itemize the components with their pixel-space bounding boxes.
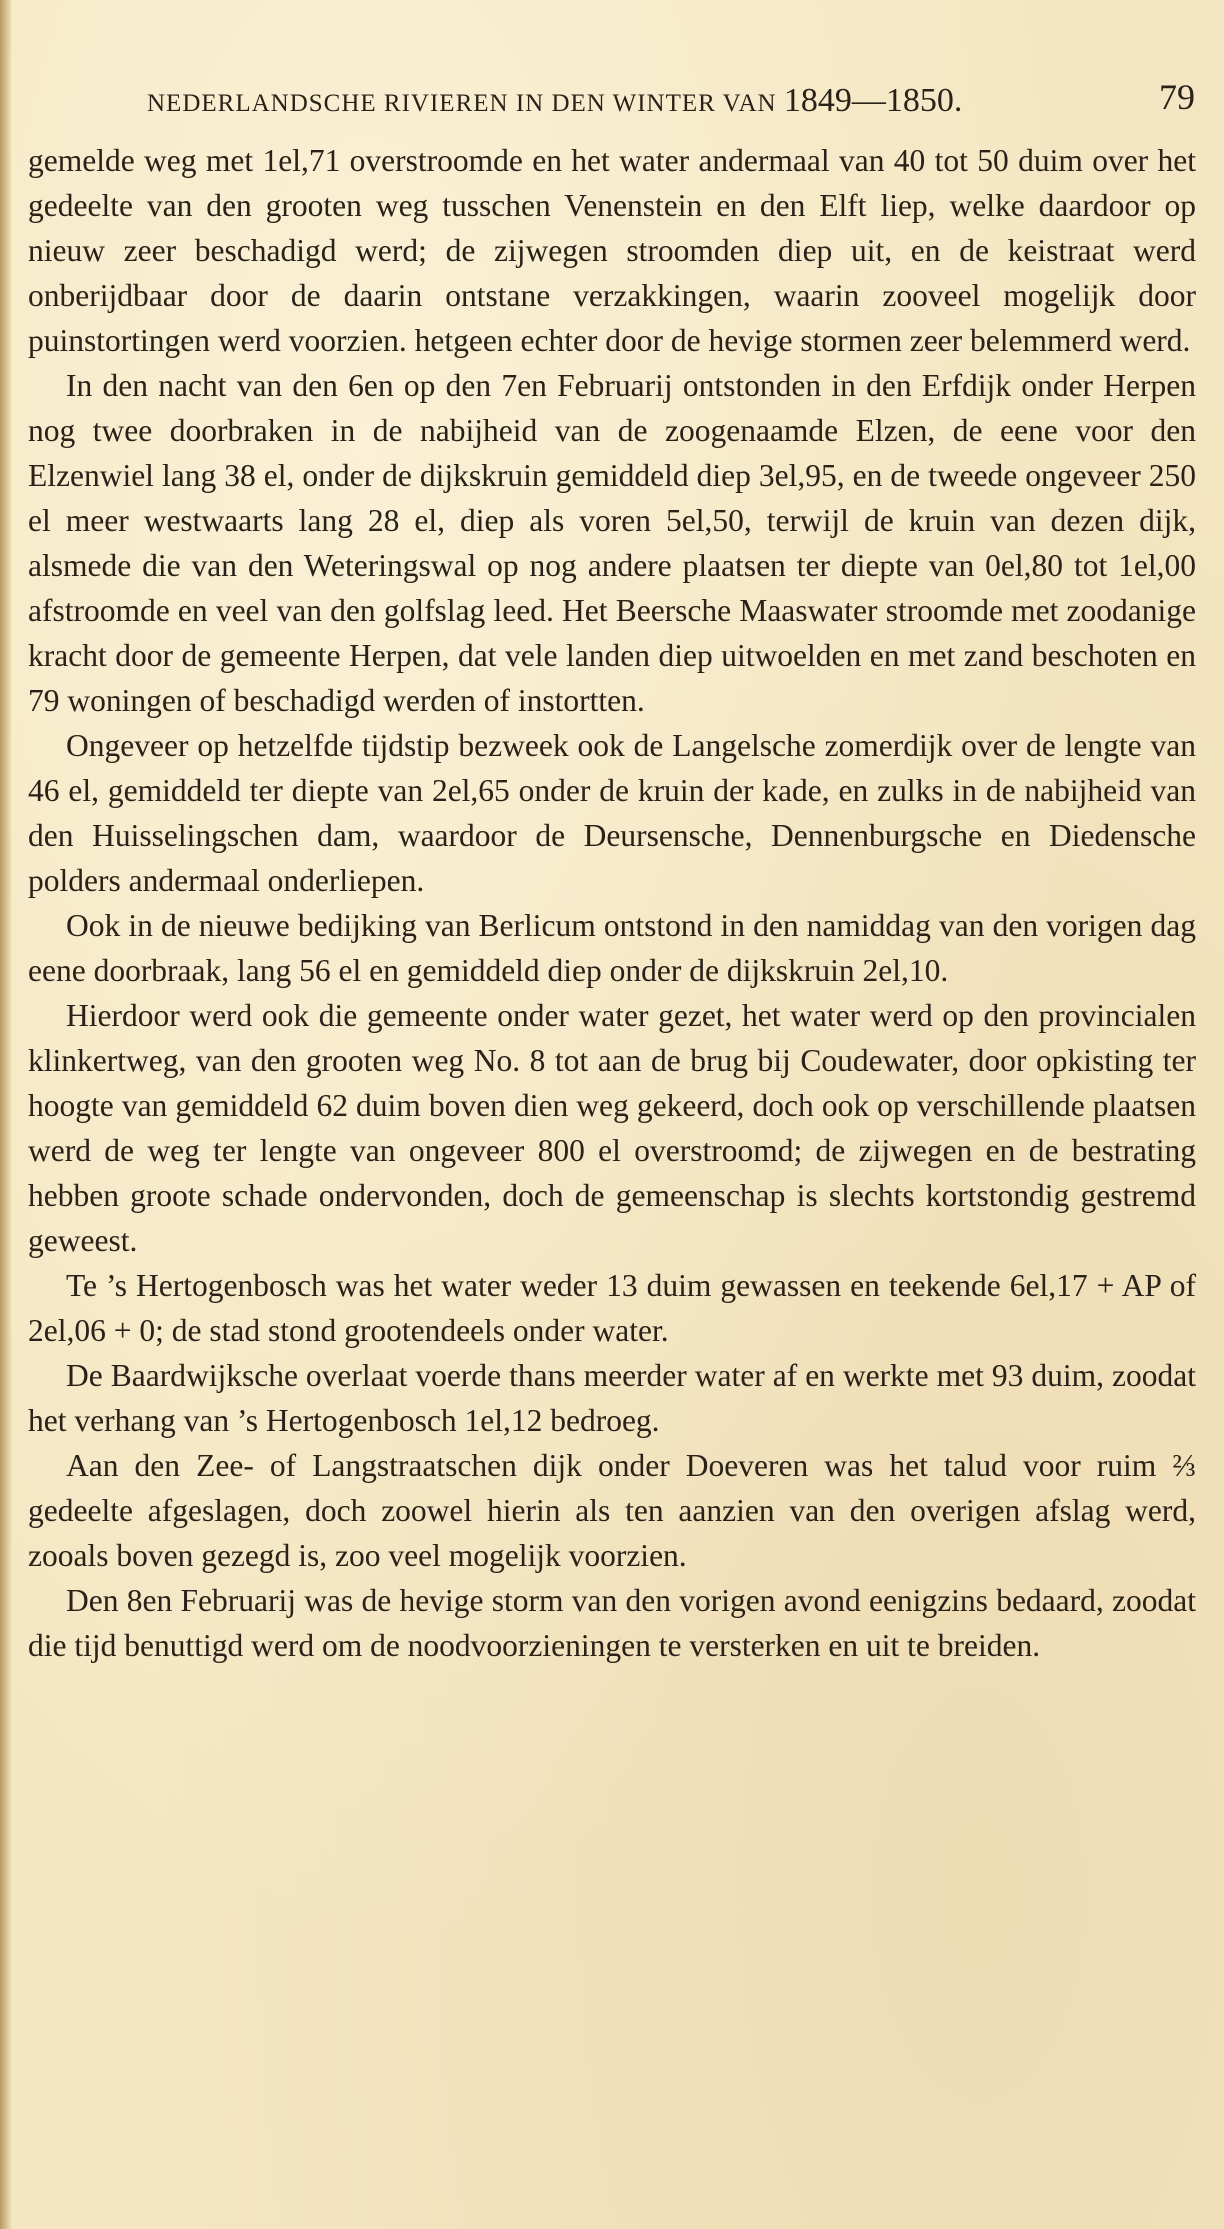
running-header [147,72,1195,122]
body-text [28,138,1196,1668]
page-spine-shadow [0,0,12,2229]
paragraph-6: Te ’s Hertogenbosch was het water weder 13 duim gewassen en teekende 6el,17 + AP of 2el,06 + 0; de stad stond grootendeels onder water. [28,1268,1196,1348]
paragraph-9: Den 8en Februarij was de hevige storm van den vorigen avond eenigzins bedaard, zoodat die tijd benuttigd werd om de noodvoorzieningen te versterken en uit te breiden. [28,1583,1196,1663]
paragraph-8: Aan den Zee- of Langstraatschen dijk onder Doeveren was het talud voor ruim ⅔ gedeelte afgeslagen, doch zoowel hierin als ten aanzien van den overigen afslag werd, zooals boven gezegd is, zoo veel mogelijk voorzien. [28,1448,1196,1573]
paragraph-2: In den nacht van den 6en op den 7en Februarij ontstonden in den Erfdijk onder Herpen nog twee doorbraken in de nabijheid van de zoogenaamde Elzen, de eene voor den Elzenwiel lang 38 el, onder de dijkskruin gemiddeld diep 3el,95, en de tweede ongeveer 250 el meer westwaarts lang 28 el, diep als voren 5el,50, terwijl de kruin van dezen dijk, alsmede die van den Weteringswal op nog andere plaatsen ter diepte van 0el,80 tot 1el,00 afstroomde en veel van den golfslag leed. Het Beersche Maaswater stroomde met zoodanige kracht door de gemeente Herpen, dat vele landen diep uitwoelden en met zand beschoten en 79 woningen of beschadigd werden of instortten. [28,368,1196,718]
paragraph-3: Ongeveer op hetzelfde tijdstip bezweek ook de Langelsche zomerdijk over de lengte van 46 el, gemiddeld ter diepte van 2el,65 onder de kruin der kade, en zulks in de nabijheid van den Huisselingschen dam, waardoor de Deursensche, Dennenburgsche en Diedensche polders andermaal onderliepen. [28,728,1196,898]
running-header-title [147,82,962,120]
header-title-text: NEDERLANDSCHE RIVIEREN IN DEN WINTER VAN [147,90,784,117]
page-number: 79 [1159,77,1195,117]
header-years: 1849—1850. [783,82,963,119]
paragraph-5: Hierdoor werd ook die gemeente onder water gezet, het water werd op den provincialen klinkertweg, van den grooten weg No. 8 tot aan de brug bij Coudewater, door opkisting ter hoogte van gemiddeld 62 duim boven dien weg gekeerd, doch ook op verschillende plaatsen werd de weg ter lengte van ongeveer 800 el overstroomd; de zijwegen en de bestrating hebben groote schade ondervonden, doch de gemeenschap is slechts kortstondig gestremd geweest. [28,998,1196,1258]
paragraph-7: De Baardwijksche overlaat voerde thans meerder water af en werkte met 93 duim, zoodat het verhang van ’s Hertogenbosch 1el,12 bedroeg. [28,1358,1196,1438]
paragraph-4: Ook in de nieuwe bedijking van Berlicum ontstond in den namiddag van den vorigen dag eene doorbraak, lang 56 el en gemiddeld diep onder de dijkskruin 2el,10. [28,908,1196,988]
paragraph-1: gemelde weg met 1el,71 overstroomde en het water andermaal van 40 tot 50 duim over het gedeelte van den grooten weg tusschen Venenstein en den Elft liep, welke daardoor op nieuw zeer beschadigd werd; de zijwegen stroomden diep uit, en de keistraat werd onberijdbaar door de daarin ontstane verzakkingen, waarin zooveel mogelijk door puinstortingen werd voorzien. hetgeen echter door de hevige stormen zeer belemmerd werd. [28,143,1196,358]
